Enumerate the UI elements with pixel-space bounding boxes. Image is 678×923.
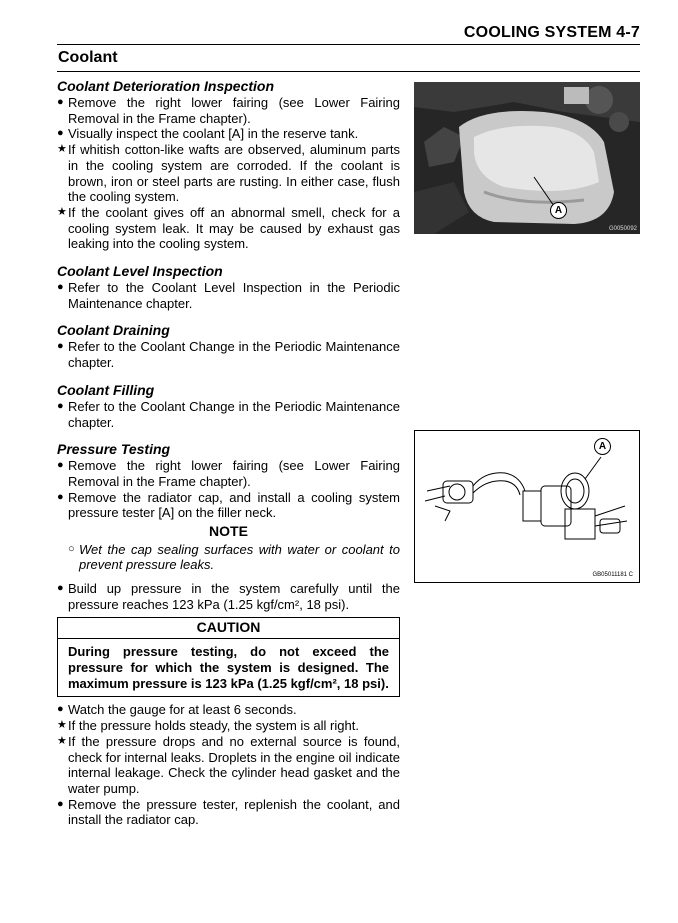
heading-draining: Coolant Draining bbox=[57, 322, 170, 339]
star-marker: ★ bbox=[57, 143, 67, 156]
note-text: ○ Wet the cap sealing surfaces with water or coolant to prevent pressure leaks. bbox=[68, 541, 400, 573]
section-title: Coolant bbox=[58, 49, 118, 66]
list-item: ★ If the pressure drops and no external source is found, check for internal leaks. Droplets in the engine oil indicate internal leakage. Check the cylinder head gasket and the water pump. bbox=[57, 733, 400, 796]
list-item: ● Refer to the Coolant Level Inspection in the Periodic Maintenance chapter. bbox=[57, 280, 400, 311]
list-item: ★ If the pressure holds steady, the system is all right. bbox=[57, 718, 359, 734]
heading-deterioration: Coolant Deterioration Inspection bbox=[57, 78, 275, 94]
pressure-final-list bbox=[57, 702, 400, 828]
reserve-tank-photo bbox=[414, 82, 640, 234]
heading-pressure-testing: Pressure Testing bbox=[57, 441, 171, 458]
list-item: ● Watch the gauge for at least 6 seconds. bbox=[57, 702, 297, 718]
section-divider bbox=[57, 71, 640, 72]
list-item: ● Build up pressure in the system carefully until the pressure reaches 123 kPa (1.25 kgf/cm², 18 psi). bbox=[57, 581, 400, 612]
heading-level: Coolant Level Inspection bbox=[57, 263, 223, 280]
star-marker: ★ bbox=[57, 719, 67, 732]
pressure-build-list bbox=[57, 581, 400, 612]
pressure-list bbox=[57, 458, 400, 521]
figure-id: G0050092 bbox=[608, 226, 637, 232]
bullet-marker: ● bbox=[57, 340, 64, 353]
level-list bbox=[57, 280, 400, 311]
star-marker: ★ bbox=[57, 734, 67, 747]
bullet-marker: ● bbox=[57, 703, 64, 716]
deterioration-list bbox=[57, 95, 400, 252]
bullet-marker: ● bbox=[57, 127, 64, 140]
note-marker: ○ bbox=[68, 542, 75, 555]
bullet-marker: ● bbox=[57, 281, 64, 294]
list-item: ● Remove the right lower fairing (see Lower Fairing Removal in the Frame chapter). bbox=[57, 458, 400, 489]
list-item: ★ If the coolant gives off an abnormal smell, check for a cooling system leak. It may be caused by exhaust gas leaking into the cooling system. bbox=[57, 204, 400, 252]
list-item: ● Refer to the Coolant Change in the Periodic Maintenance chapter. bbox=[57, 398, 400, 430]
list-item: ● Remove the pressure tester, replenish the coolant, and install the radiator cap. bbox=[57, 796, 400, 828]
text-column bbox=[57, 78, 400, 828]
bullet-marker: ● bbox=[57, 582, 64, 595]
bullet-marker: ● bbox=[57, 797, 64, 810]
list-item: ● Visually inspect the coolant [A] in the reserve tank. bbox=[57, 126, 359, 142]
reserve-tank-illustration bbox=[414, 82, 640, 234]
note-heading: NOTE bbox=[209, 523, 248, 540]
list-item: ● Refer to the Coolant Change in the Periodic Maintenance chapter. bbox=[57, 339, 400, 371]
pressure-tester-figure bbox=[414, 430, 640, 583]
figure-id: GB05011181 C bbox=[592, 572, 633, 578]
callout-a-marker: A bbox=[594, 438, 611, 455]
page-header-title: COOLING SYSTEM 4-7 bbox=[463, 24, 640, 41]
star-marker: ★ bbox=[57, 205, 67, 218]
bullet-marker: ● bbox=[57, 399, 64, 412]
draining-list bbox=[57, 339, 400, 370]
heading-filling: Coolant Filling bbox=[57, 381, 155, 398]
filling-list bbox=[57, 399, 400, 430]
list-item: ★ If whitish cotton-like wafts are observed, aluminum parts in the cooling system are corroded. If the coolant is brown, iron or steel parts are rusting. In either case, flush the cooling system. bbox=[57, 142, 400, 205]
page-header bbox=[57, 22, 640, 45]
caution-box bbox=[57, 617, 400, 698]
bullet-marker: ● bbox=[57, 490, 64, 503]
list-item: ● Remove the radiator cap, and install a cooling system pressure tester [A] on the filler neck. bbox=[57, 489, 400, 521]
caution-text: During pressure testing, do not exceed the pressure for which the system is designed. The maximum pressure is 123 kPa (1.25 kgf/cm², 18 psi). bbox=[68, 644, 389, 691]
list-item: ● Remove the right lower fairing (see Lower Fairing Removal in the Frame chapter). bbox=[57, 95, 400, 126]
caution-heading: CAUTION bbox=[58, 618, 399, 640]
callout-a-marker: A bbox=[550, 202, 567, 219]
bullet-marker: ● bbox=[57, 459, 64, 472]
bullet-marker: ● bbox=[57, 96, 64, 108]
